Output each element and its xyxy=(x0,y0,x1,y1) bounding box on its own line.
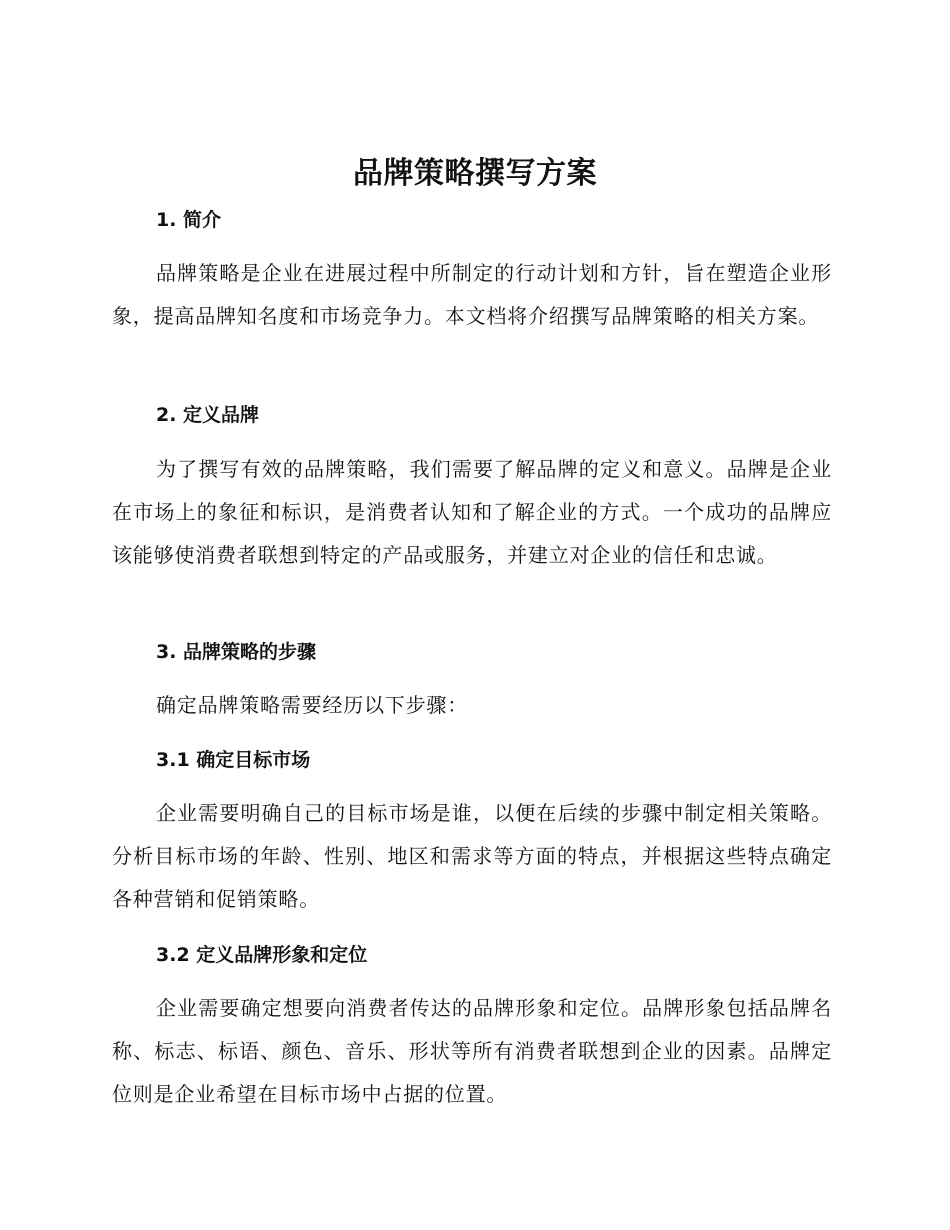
section-heading-target-market: 3.1 确定目标市场 xyxy=(156,749,311,771)
section-heading-strategy-steps: 3. 品牌策略的步骤 xyxy=(156,641,317,663)
section-heading-brand-image-positioning: 3.2 定义品牌形象和定位 xyxy=(156,944,368,966)
section-paragraph-target-market: 企业需要明确自己的目标市场是谁，以便在后续的步骤中制定相关策略。分析目标市场的年龄、性别、地区和需求等方面的特点，并根据这些特点确定各种营销和促销策略。 xyxy=(112,801,832,911)
section-heading-define-brand: 2. 定义品牌 xyxy=(156,404,260,426)
section-paragraph-define-brand: 为了撰写有效的品牌策略，我们需要了解品牌的定义和意义。品牌是企业在市场上的象征和标识，是消费者认知和了解企业的方式。一个成功的品牌应该能够使消费者联想到特定的产品或服务，并建立对企业的信任和忠诚。 xyxy=(112,457,832,567)
document-title: 品牌策略撰写方案 xyxy=(353,156,597,191)
section-paragraph-introduction: 品牌策略是企业在进展过程中所制定的行动计划和方针，旨在塑造企业形象，提高品牌知名度和市场竞争力。本文档将介绍撰写品牌策略的相关方案。 xyxy=(112,261,832,328)
section-paragraph-strategy-steps: 确定品牌策略需要经历以下步骤： xyxy=(156,693,468,717)
section-heading-introduction: 1. 简介 xyxy=(156,209,222,231)
section-paragraph-brand-image-positioning: 企业需要确定想要向消费者传达的品牌形象和定位。品牌形象包括品牌名称、标志、标语、颜色、音乐、形状等所有消费者联想到企业的因素。品牌定位则是企业希望在目标市场中占据的位置。 xyxy=(112,996,832,1106)
